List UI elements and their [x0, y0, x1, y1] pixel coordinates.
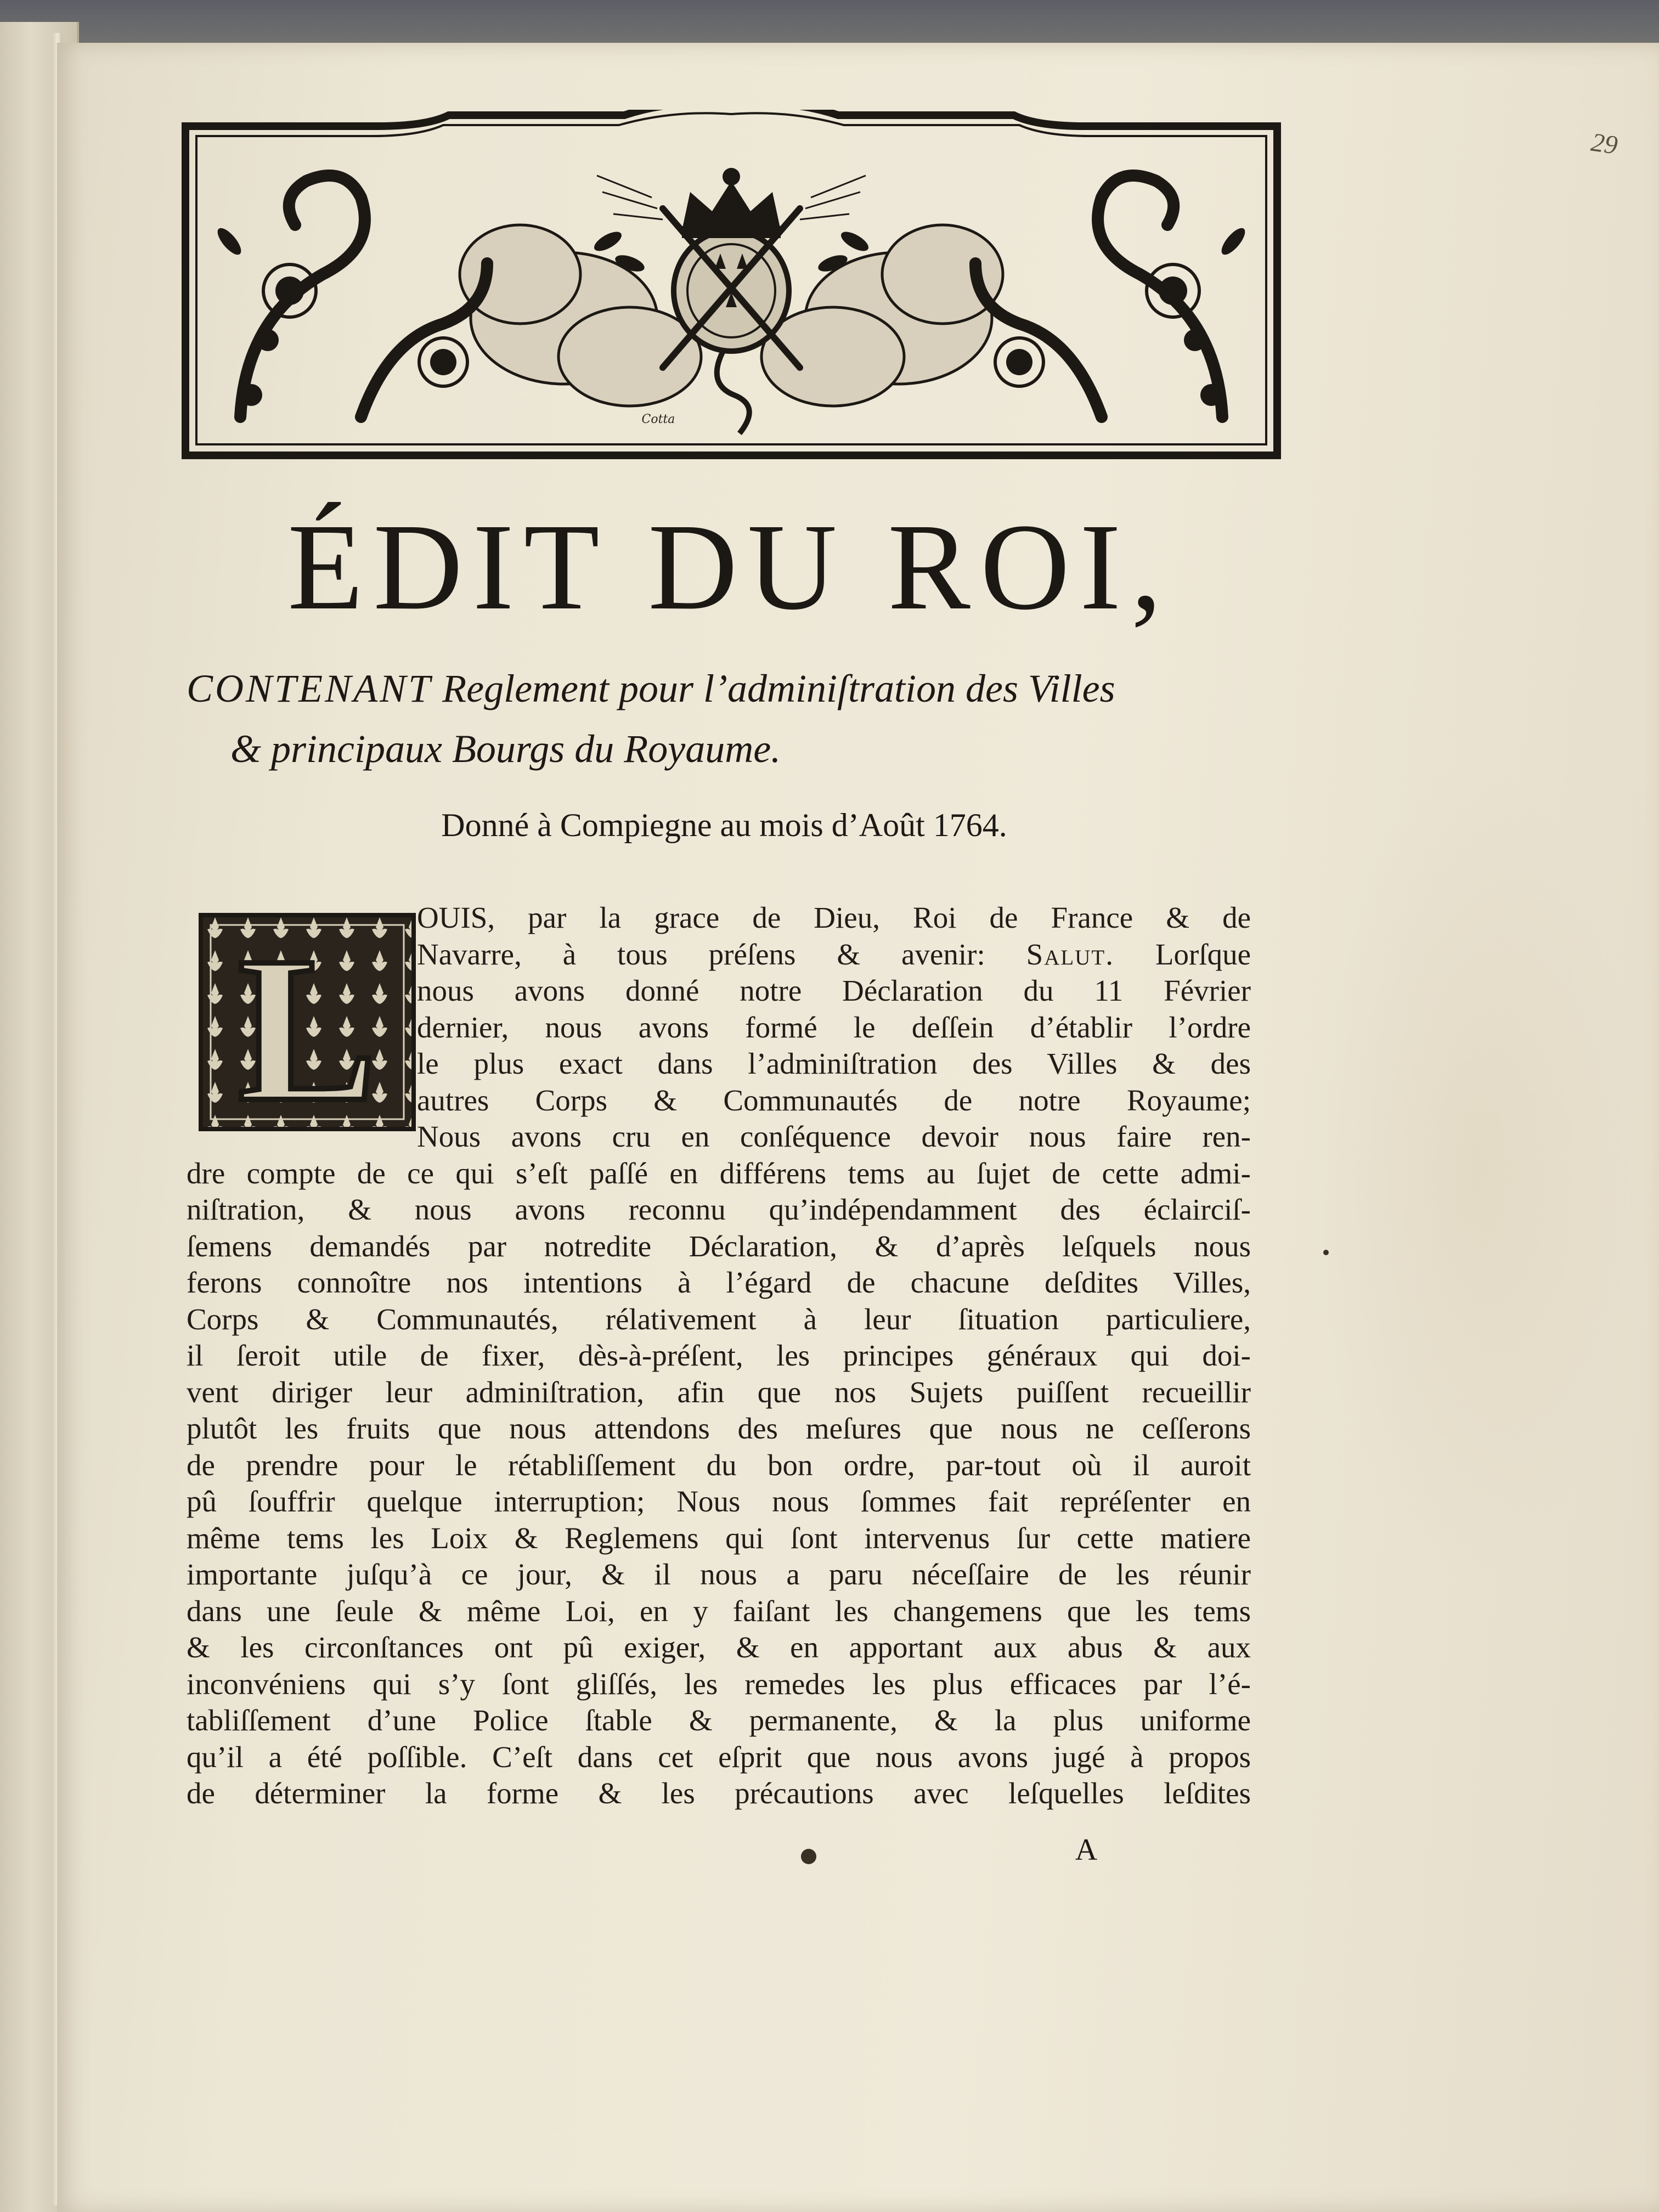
body-line: importante juſqu’à ce jour, & il nous a paru néceſſaire de les réunir — [187, 1558, 1251, 1591]
subtitle-line-1-rest: Reglement pour l’adminiſtration des Villes — [432, 667, 1115, 710]
body-line: inconvéniens qui s’y ſont gliſſés, les remedes les plus efficaces par l’é- — [187, 1667, 1251, 1701]
body-line: dans une ſeule & même Loi, en y faiſant les changemens que les tems — [187, 1594, 1251, 1628]
body-line-2-b: Lorſque — [1114, 937, 1251, 971]
body-line: niſtration, & nous avons reconnu qu’indépendamment des éclairciſ- — [187, 1193, 1251, 1226]
drop-cap-letter: L — [238, 914, 377, 1131]
body-line: Corps & Communautés, rélativement à leur ſituation particuliere, — [187, 1302, 1251, 1336]
paper-stain — [1308, 756, 1637, 1579]
document-title: ÉDIT DU ROI, — [287, 498, 1172, 635]
subtitle-line-1 — [187, 658, 1262, 719]
body-text — [187, 900, 1251, 1812]
body-line: Nous avons cru en conſéquence devoir nous faire ren- — [417, 1120, 1251, 1153]
body-line: le plus exact dans l’adminiſtration des Villes & des — [417, 1047, 1251, 1080]
body-line-2-a: Navarre, à tous préſens & avenir: — [417, 937, 1026, 971]
body-line: dre compte de ce qui s’eſt paſſé en différens tems au ſujet de cette admi- — [187, 1156, 1251, 1190]
document-subtitle — [187, 658, 1262, 779]
body-line: pû ſouffrir quelque interruption; Nous nous ſommes fait repréſenter en — [187, 1485, 1251, 1518]
ink-speck — [1323, 1250, 1329, 1255]
ink-speck — [801, 1849, 816, 1864]
body-line: vent diriger leur adminiſtration, afin que nos Sujets puiſſent recueillir — [187, 1375, 1251, 1409]
body-line: & les circonſtances ont pû exiger, & en apportant aux abus & aux — [187, 1630, 1251, 1664]
body-line: qu’il a été poſſible. C’eſt dans cet eſprit que nous avons jugé à propos — [187, 1740, 1251, 1774]
body-line: il ſeroit utile de fixer, dès-à-préſent, les principes généraux qui doi- — [187, 1339, 1251, 1372]
body-line: tabliſſement d’une Police ſtable & permanente, & la plus uniforme — [187, 1703, 1251, 1737]
body-line: ferons connoître nos intentions à l’égard de chacune deſdites Villes, — [187, 1266, 1251, 1299]
body-line: plutôt les fruits que nous attendons des meſures que nous ne ceſſerons — [187, 1412, 1251, 1445]
date-line: Donné à Compiegne au mois d’Août 1764. — [441, 807, 1007, 843]
subtitle-line-2: & principaux Bourgs du Royaume. — [230, 727, 781, 771]
body-line: de prendre pour le rétabliſſement du bon ordre, par-tout où il auroit — [187, 1448, 1251, 1482]
body-line: ſemens demandés par notredite Déclaration, & d’après leſquels nous — [187, 1229, 1251, 1263]
body-line: autres Corps & Communautés de notre Royaume; — [417, 1083, 1251, 1117]
body-line: nous avons donné notre Déclaration du 11 Février — [417, 974, 1251, 1007]
salut-word: Salut. — [1026, 937, 1114, 971]
body-line: même tems les Loix & Reglemens qui ſont intervenus ſur cette matiere — [187, 1521, 1251, 1555]
subtitle-lead: CONTENANT — [187, 667, 433, 710]
body-line-1-rest: , par la grace de Dieu, Roi de France & de — [487, 901, 1251, 934]
page-number-handwritten: 29 — [1589, 127, 1620, 160]
body-line: dernier, nous avons formé le deſſein d’établir l’ordre — [417, 1010, 1251, 1044]
signature-mark: A — [1075, 1833, 1098, 1867]
body-first-word: OUIS — [417, 901, 488, 934]
body-line: de déterminer la forme & les précautions avec leſquelles leſdites — [187, 1776, 1251, 1810]
headpiece-ornament — [180, 110, 1283, 461]
engraver-signature: Cotta — [641, 413, 675, 426]
body-line — [417, 900, 1251, 936]
body-line — [417, 936, 1251, 973]
